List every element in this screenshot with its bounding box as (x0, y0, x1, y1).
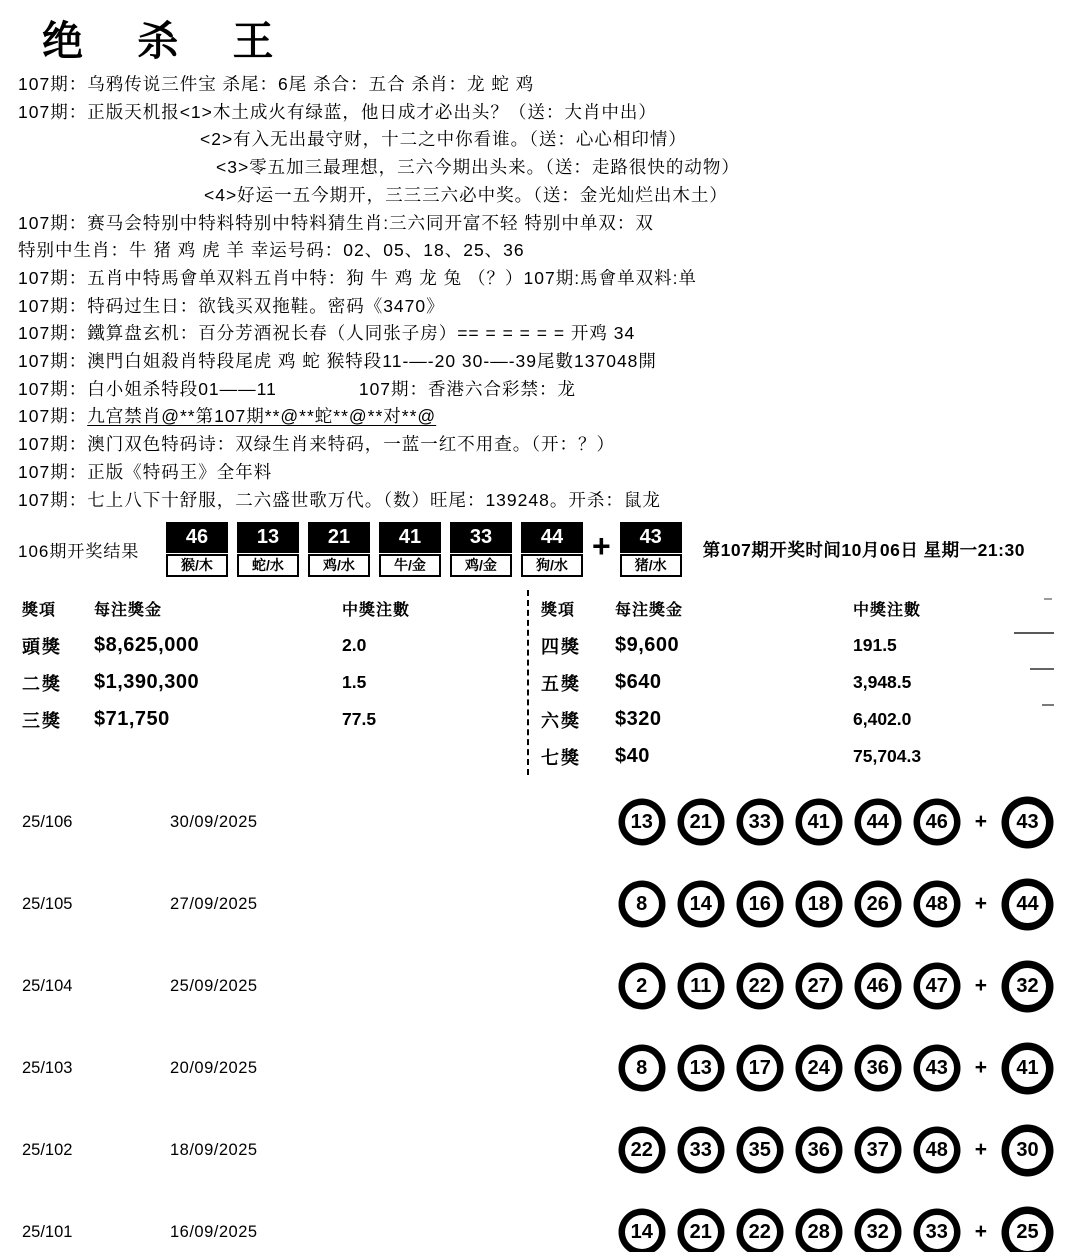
ball: 26 (856, 882, 900, 926)
draw-date: 30/09/2025 (170, 812, 258, 831)
tips-section (18, 71, 1080, 514)
prize-units: 2.0 (342, 635, 367, 656)
prize-units: 3,948.5 (853, 672, 912, 693)
draw-period: 25/101 (22, 1222, 73, 1241)
ball: 43 (915, 1046, 959, 1090)
ball-group (620, 1044, 1052, 1093)
ball: 47 (915, 964, 959, 1008)
ball-group (620, 798, 1052, 847)
tip-text: 107期：七上八下十舒服，二六盛世歌万代。（数）旺尾：139248。开杀：鼠龙 (18, 489, 661, 510)
tip-line (18, 210, 1080, 238)
ball: 32 (856, 1210, 900, 1252)
column-header-tier: 獎項 (22, 602, 57, 620)
special-ball: 41 (1003, 1044, 1052, 1093)
history-row (0, 945, 1080, 1027)
ball: 44 (856, 800, 900, 844)
prize-units: 1.5 (342, 672, 367, 693)
column-header-amount: 每注獎金 (615, 602, 684, 620)
result-ball-box (308, 522, 370, 577)
prize-units: 75,704.3 (853, 746, 922, 767)
tip-line (216, 154, 1080, 182)
tip-prefix: 107期： (18, 406, 88, 427)
draw-period: 25/105 (22, 894, 73, 913)
ball: 16 (738, 882, 782, 926)
page-title: 绝 杀 王 (42, 17, 294, 65)
prize-tables (22, 590, 1080, 775)
draw-period: 25/102 (22, 1140, 73, 1159)
result-number: 41 (379, 522, 441, 553)
draw-date: 27/09/2025 (170, 894, 258, 913)
ball: 36 (797, 1128, 841, 1172)
ball: 14 (679, 882, 723, 926)
ball: 21 (679, 1210, 723, 1252)
tip-text: 107期：乌鸦传说三件宝 杀尾：6尾 杀合：五合 杀肖：龙 蛇 鸡 (18, 74, 535, 94)
ball: 37 (856, 1128, 900, 1172)
result-number: 44 (521, 522, 583, 553)
plus-sign: + (974, 974, 987, 998)
prize-units: 191.5 (853, 635, 897, 656)
tip-text: 107期：特码过生日：欲钱买双拖鞋。密码《3470》 (18, 295, 445, 316)
tip-text: <2>有入无出最守财，十二之中你看谁。（送：心心相印情） (200, 129, 687, 150)
plus-sign: + (974, 810, 987, 834)
draw-period: 25/103 (22, 1058, 73, 1077)
result-number: 33 (450, 522, 512, 553)
prize-amount: $40 (615, 745, 650, 768)
ball: 36 (856, 1046, 900, 1090)
tip-line (204, 182, 1080, 210)
tip-line (18, 71, 1080, 99)
ball-group (620, 1126, 1052, 1175)
history-row (0, 1109, 1080, 1191)
draw-date: 16/09/2025 (170, 1222, 258, 1241)
tip-text: 107期：鐵算盘玄机：百分芳酒祝长春（人同张子房）== = = = = = 开鸡 34 (18, 323, 636, 344)
history-row (0, 1027, 1080, 1109)
draw-results-bar (18, 522, 1080, 576)
result-zodiac-element: 鸡/水 (308, 554, 370, 577)
scan-artifact (1014, 632, 1054, 634)
ball: 28 (797, 1210, 841, 1252)
prize-tier: 六獎 (541, 710, 581, 731)
tip-text: 107期：正版天机报<1>木土成火有绿蓝，他日成才必出头？（送：大肖中出） (18, 101, 657, 122)
tip-line (18, 487, 1080, 515)
special-ball: 25 (1003, 1208, 1052, 1252)
prize-table-left (22, 590, 527, 775)
tip-line (18, 237, 1080, 265)
tip-line (18, 320, 1080, 348)
column-header-units: 中獎注數 (342, 602, 411, 620)
ball: 21 (679, 800, 723, 844)
prize-units: 6,402.0 (853, 709, 912, 730)
plus-sign: + (974, 1138, 987, 1162)
tip-line (18, 265, 1080, 293)
plus-sign: + (974, 1056, 987, 1080)
tip-line (18, 431, 1080, 459)
result-zodiac-element: 狗/水 (521, 554, 583, 577)
tip-text: 107期：正版《特码王》全年料 (18, 461, 273, 482)
special-ball: 32 (1003, 962, 1052, 1011)
ball: 8 (620, 1046, 664, 1090)
prize-amount: $8,625,000 (94, 634, 200, 657)
tip-line (200, 126, 1080, 154)
scan-artifact (1030, 668, 1054, 670)
ball: 41 (797, 800, 841, 844)
special-ball: 30 (1003, 1126, 1052, 1175)
tip-line (18, 459, 1080, 487)
scan-artifact (1044, 598, 1052, 600)
history-row (0, 863, 1080, 945)
tip-text: 107期：五肖中特馬會单双料五肖中特：狗 牛 鸡 龙 兔 （？）107期:馬會单双料:单 (18, 267, 697, 288)
tip-text: <4>好运一五今期开，三三三六必中奖。（送：金光灿烂出木土） (204, 184, 728, 205)
history-row (0, 781, 1080, 863)
prize-amount: $640 (615, 671, 662, 694)
column-header-tier: 獎項 (541, 602, 576, 620)
ball: 8 (620, 882, 664, 926)
ball: 48 (915, 882, 959, 926)
tip-text: 107期：澳门双色特码诗：双绿生肖来特码，一蓝一红不用查。（开：？） (18, 434, 615, 455)
ball-group (620, 880, 1052, 929)
ball: 33 (679, 1128, 723, 1172)
ball: 46 (856, 964, 900, 1008)
ball: 35 (738, 1128, 782, 1172)
ball: 11 (679, 964, 723, 1008)
column-header-amount: 每注獎金 (94, 602, 163, 620)
result-number: 21 (308, 522, 370, 553)
tip-text: 107期：澳門白姐殺肖特段尾虎 鸡 蛇 猴特段11-—-20 30-—-39尾數137048開 (18, 351, 657, 372)
prize-tier: 七獎 (541, 747, 581, 768)
tip-line (18, 99, 1080, 127)
prize-amount: $71,750 (94, 708, 170, 731)
ball: 18 (797, 882, 841, 926)
draw-date: 25/09/2025 (170, 976, 258, 995)
special-ball: 43 (1003, 798, 1052, 847)
plus-sign: + (592, 527, 611, 564)
draw-history (0, 781, 1080, 1252)
ball: 13 (679, 1046, 723, 1090)
ball: 48 (915, 1128, 959, 1172)
result-special-ball-box (620, 522, 682, 577)
column-header-units: 中獎注數 (853, 602, 922, 620)
scan-artifact (1042, 704, 1054, 706)
history-row (0, 1191, 1080, 1252)
draw-period: 25/106 (22, 812, 73, 831)
draw-date: 18/09/2025 (170, 1140, 258, 1159)
result-ball-box (166, 522, 228, 577)
prize-tier: 四獎 (541, 636, 581, 657)
result-zodiac-element: 猪/水 (620, 554, 682, 577)
prize-tier: 頭獎 (22, 636, 62, 657)
ball: 33 (915, 1210, 959, 1252)
result-zodiac-element: 猴/木 (166, 554, 228, 577)
prize-tier: 三獎 (22, 710, 62, 731)
result-number: 13 (237, 522, 299, 553)
ball: 13 (620, 800, 664, 844)
ball: 22 (738, 964, 782, 1008)
result-ball-box (450, 522, 512, 577)
tip-line (18, 403, 1080, 431)
prize-amount: $1,390,300 (94, 671, 200, 694)
tip-text: 107期：白小姐杀特段01——11 (18, 378, 277, 399)
ball: 14 (620, 1210, 664, 1252)
draw-results-label: 106期开奖结果 (18, 541, 140, 561)
draw-date: 20/09/2025 (170, 1058, 258, 1077)
tip-line (18, 376, 1080, 404)
plus-sign: + (974, 892, 987, 916)
result-number: 46 (166, 522, 228, 553)
result-zodiac-element: 蛇/水 (237, 554, 299, 577)
draw-period: 25/104 (22, 976, 73, 995)
tip-text-underlined: 九宫禁肖@**第107期**@**蛇**@**对**@ (87, 406, 437, 427)
plus-sign: + (974, 1220, 987, 1244)
prize-amount: $9,600 (615, 634, 680, 657)
result-zodiac-element: 牛/金 (379, 554, 441, 577)
prize-tier: 二獎 (22, 673, 62, 694)
tip-line (18, 348, 1080, 376)
prize-units: 77.5 (342, 709, 377, 730)
tip-text: 特别中生肖：牛 猪 鸡 虎 羊 幸运号码：02、05、18、25、36 (18, 240, 525, 261)
ball: 33 (738, 800, 782, 844)
tip-text: 107期：赛马会特别中特料特别中特料猜生肖:三六同开富不轻 特别中单双：双 (18, 212, 654, 233)
ball-group (620, 962, 1052, 1011)
ball-group (620, 1208, 1052, 1252)
ball: 24 (797, 1046, 841, 1090)
prize-tier: 五獎 (541, 673, 581, 694)
ball: 22 (738, 1210, 782, 1252)
ball: 27 (797, 964, 841, 1008)
ball: 2 (620, 964, 664, 1008)
ball: 22 (620, 1128, 664, 1172)
result-ball-box (521, 522, 583, 577)
result-number: 43 (620, 522, 682, 553)
result-ball-box (379, 522, 441, 577)
prize-table-right (527, 590, 1033, 775)
prize-amount: $320 (615, 708, 662, 731)
ball: 46 (915, 800, 959, 844)
next-draw-time: 第107期开奖时间10月06日 星期一21:30 (702, 539, 1025, 560)
result-zodiac-element: 鸡/金 (450, 554, 512, 577)
special-ball: 44 (1003, 880, 1052, 929)
tip-text-right: 107期：香港六合彩禁：龙 (358, 378, 577, 399)
tip-line (18, 293, 1080, 321)
ball: 17 (738, 1046, 782, 1090)
result-ball-box (237, 522, 299, 577)
tip-text: <3>零五加三最理想，三六今期出头来。（送：走路很快的动物） (216, 157, 740, 178)
